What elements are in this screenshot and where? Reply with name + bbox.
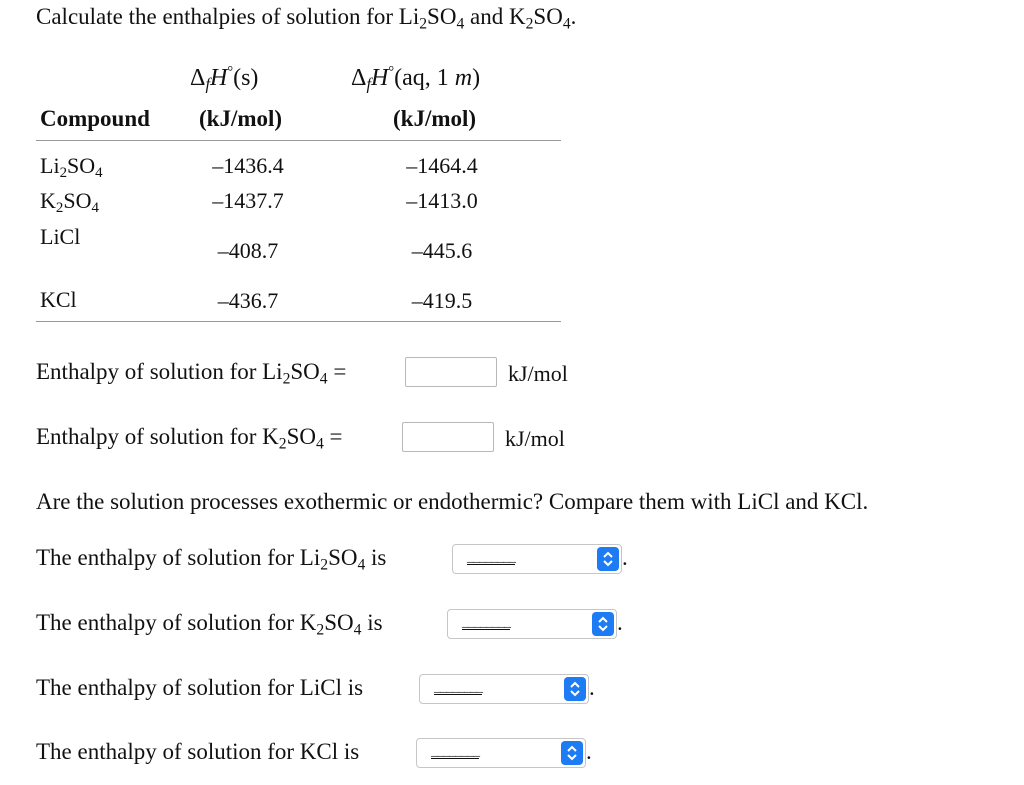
value-licl-solid: –408.7	[217, 238, 279, 263]
value-li2so4-aq: –1464.4	[406, 153, 478, 178]
compound-li2so4: $Li_2SO_4$	[40, 153, 103, 182]
prompt-text: .	[570, 4, 577, 29]
select-value: ________	[434, 680, 482, 695]
compound-k2so4: $K_2SO_4$	[40, 188, 99, 217]
unit-label-k2so4: kJ/mol	[505, 426, 565, 451]
subscript: 2	[525, 15, 534, 33]
enthalpy-k2so4-select[interactable]	[447, 609, 617, 639]
compound-licl: LiCl	[40, 224, 81, 249]
prompt-text: and K	[464, 4, 526, 29]
unit-header-solid: (kJ/mol)	[199, 106, 283, 131]
subscript: 4	[456, 15, 465, 33]
compound-header: Compound	[40, 106, 150, 131]
chevron-up-down-icon[interactable]	[561, 741, 583, 765]
enthalpy-kcl-select[interactable]	[416, 738, 586, 768]
select-value: ________	[467, 550, 515, 565]
unit-header-aqueous: (kJ/mol)	[393, 106, 477, 131]
column-header-solid: $\Delta_fH^\circ(s)$	[190, 64, 259, 94]
chevron-up-down-icon[interactable]	[592, 612, 614, 636]
value-li2so4-solid: –1436.4	[212, 153, 284, 178]
prompt-text: SO	[427, 4, 457, 29]
answer-label-li2so4: Enthalpy of solution for $Li_2SO_4$ =	[36, 359, 347, 388]
sentence-period: .	[622, 545, 628, 570]
chevron-up-down-icon[interactable]	[597, 547, 619, 571]
table-top-rule	[36, 140, 561, 141]
value-k2so4-solid: –1437.7	[212, 188, 284, 213]
value-kcl-solid: –436.7	[217, 288, 279, 313]
exo-endo-question: Are the solution processes exothermic or endothermic? Compare them with LiCl and KCl.	[36, 489, 869, 514]
enthalpy-li2so4-select[interactable]	[452, 544, 622, 574]
value-kcl-aq: –419.5	[411, 288, 473, 313]
dropdown-label-li2so4: The enthalpy of solution for $Li_2SO_4$ is	[36, 545, 387, 574]
dropdown-label-k2so4: The enthalpy of solution for $K_2SO_4$ is	[36, 610, 383, 639]
prompt-text: SO	[533, 4, 563, 29]
subscript: 2	[419, 15, 428, 33]
sentence-period: .	[586, 739, 592, 764]
enthalpy-li2so4-input[interactable]	[405, 357, 497, 387]
chevron-up-down-icon[interactable]	[564, 677, 586, 701]
select-value: ________	[462, 615, 510, 630]
sentence-period: .	[617, 610, 623, 635]
prompt-text: Calculate the enthalpies of solution for Li	[36, 4, 420, 29]
unit-label-li2so4: kJ/mol	[508, 361, 568, 386]
compound-kcl: KCl	[40, 287, 77, 312]
dropdown-label-licl: The enthalpy of solution for LiCl is	[36, 675, 364, 700]
select-value: ________	[431, 744, 479, 759]
answer-label-k2so4: Enthalpy of solution for $K_2SO_4$ =	[36, 424, 343, 453]
value-licl-aq: –445.6	[411, 238, 473, 263]
dropdown-label-kcl: The enthalpy of solution for KCl is	[36, 739, 360, 764]
value-k2so4-aq: –1413.0	[406, 188, 478, 213]
enthalpy-licl-select[interactable]	[419, 674, 589, 704]
question-prompt	[36, 4, 577, 33]
sentence-period: .	[589, 675, 595, 700]
table-bottom-rule	[36, 321, 561, 322]
column-header-aqueous: $\Delta_fH^\circ(aq$, 1 m)	[351, 64, 481, 94]
enthalpy-k2so4-input[interactable]	[402, 422, 494, 452]
subscript: 4	[562, 15, 571, 33]
